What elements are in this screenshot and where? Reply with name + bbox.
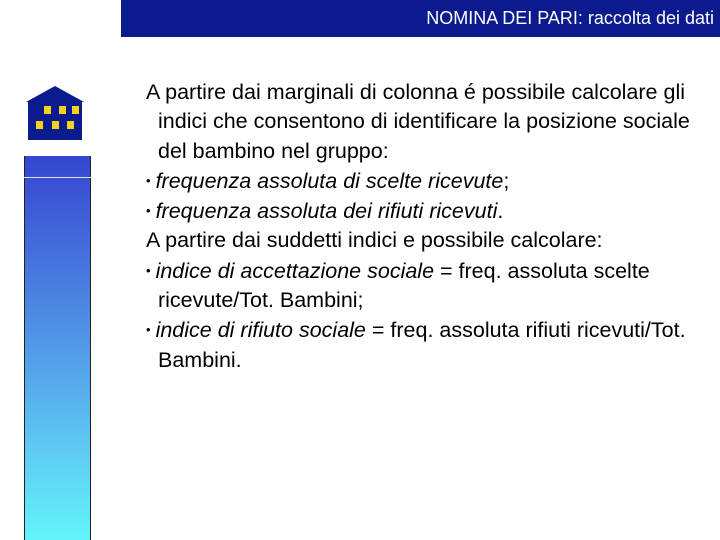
bullet-text: = freq. assoluta rifiuti ricevuti/Tot. Bambini.: [158, 318, 686, 372]
bullet-italic-text: frequenza assoluta dei rifiuti ricevuti: [155, 199, 498, 224]
title-bar: [121, 0, 720, 37]
paragraph-2: A partire dai suddetti indici e possibile calcolare:: [146, 228, 603, 253]
decorative-side-panel: [24, 156, 91, 540]
bullet-item: [146, 196, 706, 226]
bullet-text: = freq. assoluta scelte ricevute/Tot. Bambini;: [158, 258, 650, 313]
bullet-text: .: [497, 199, 504, 224]
side-panel-divider: [24, 177, 91, 178]
bullet-item: [146, 315, 706, 375]
bullet-dot-icon: •: [146, 172, 151, 188]
bullet-dot-icon: •: [146, 262, 151, 278]
slide-title: NOMINA DEI PARI: raccolta dei dati: [426, 8, 714, 28]
slide-body: [146, 78, 706, 375]
paragraph-1: A partire dai marginali di colonna é possibile calcolare gli indici che consentono di identificare la posizione sociale del bambino nel gruppo:: [146, 80, 690, 163]
building-icon: [26, 84, 84, 140]
bullet-italic-text: indice di accettazione sociale: [155, 258, 435, 283]
bullet-italic-text: frequenza assoluta di scelte ricevute: [155, 168, 504, 193]
bullet-italic-text: indice di rifiuto sociale: [155, 318, 366, 343]
bullet-item: [146, 166, 706, 196]
bullet-item: [146, 256, 706, 316]
bullet-dot-icon: •: [146, 322, 151, 338]
bullet-dot-icon: •: [146, 203, 151, 219]
bullet-text: ;: [503, 168, 510, 193]
